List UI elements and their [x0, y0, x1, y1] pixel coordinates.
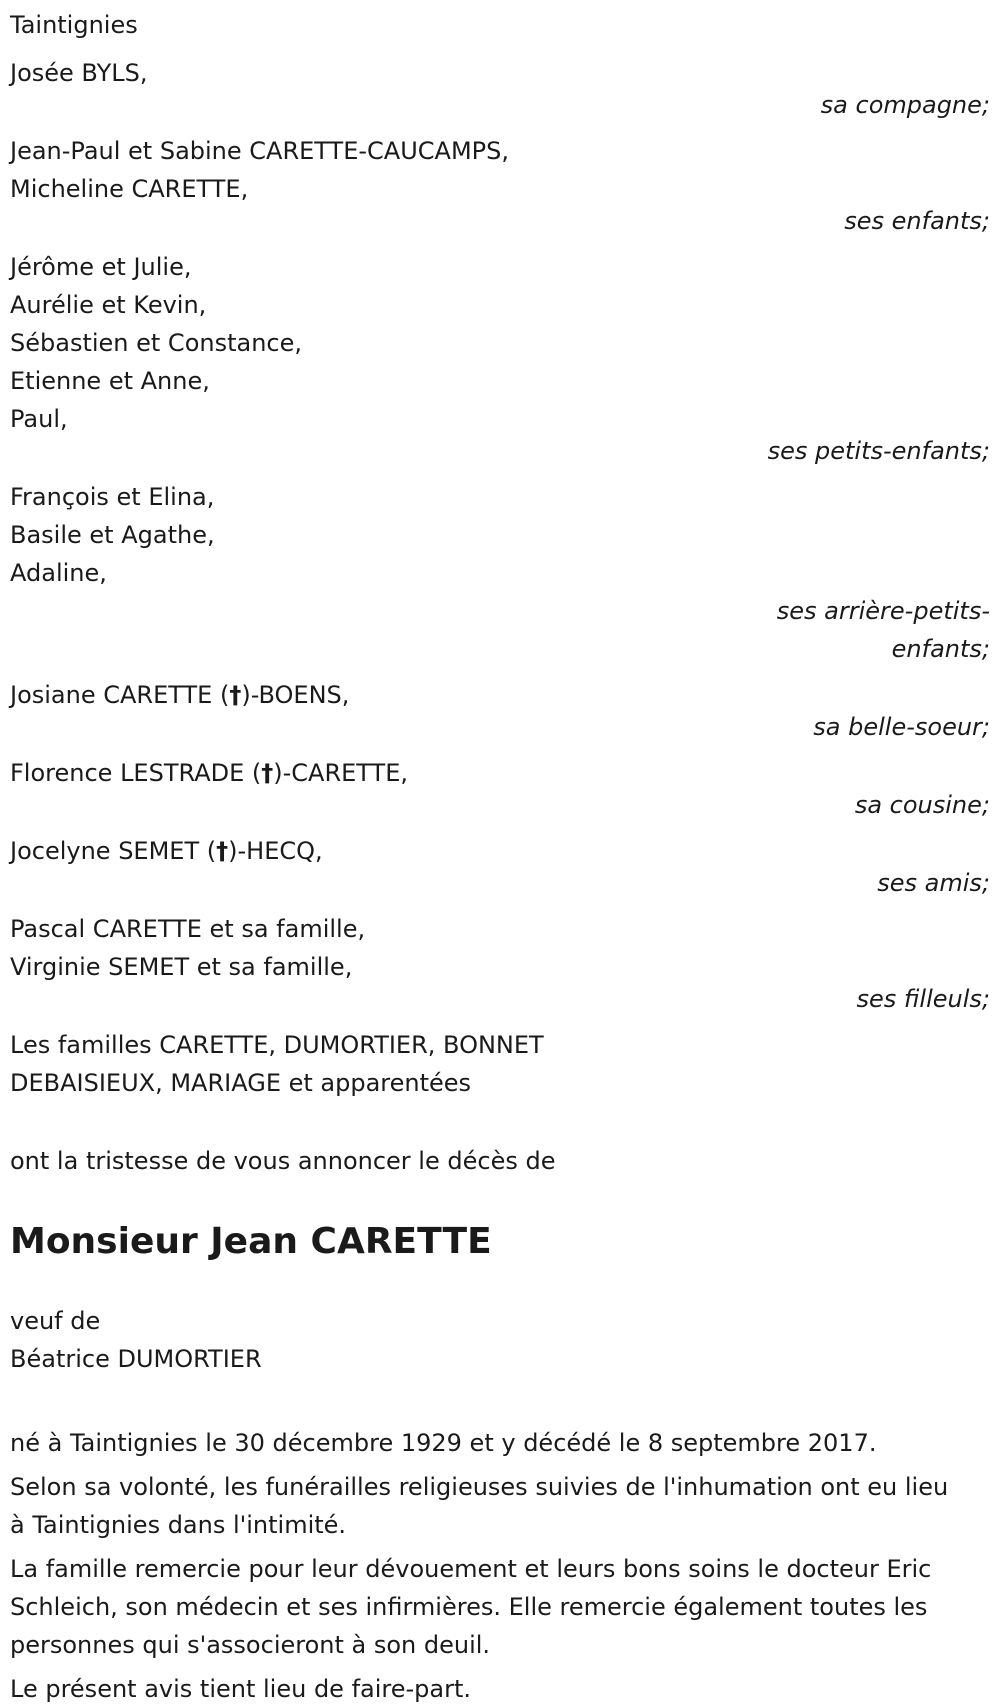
mourner-name: Basile et Agathe,: [10, 521, 215, 549]
mourner-name: Virginie SEMET et sa famille,: [10, 953, 353, 981]
mourner-name: Josée BYLS,: [10, 59, 148, 87]
cross-icon: †: [216, 837, 229, 865]
birth-death-paragraph: né à Taintignies le 30 décembre 1929 et y décédé le 8 septembre 2017.: [10, 1429, 877, 1457]
families-block: [10, 1026, 990, 1102]
spouse-name: Béatrice DUMORTIER: [10, 1345, 262, 1373]
widow-label: veuf de: [10, 1307, 101, 1335]
mourner-group-sister-in-law: [10, 676, 990, 746]
mourner-group-godchildren: [10, 910, 990, 1018]
relation-label: ses petits-enfants;: [767, 437, 990, 465]
mourner-group-children: [10, 132, 990, 240]
name-part: )-CARETTE,: [273, 759, 408, 787]
mourner-name: Jean-Paul et Sabine CARETTE-CAUCAMPS,: [10, 137, 509, 165]
mourner-group-grandchildren: [10, 248, 990, 470]
mourner-name: Aurélie et Kevin,: [10, 291, 207, 319]
name-part: )-HECQ,: [228, 837, 323, 865]
name-part: Jocelyne SEMET (: [10, 837, 217, 865]
cross-icon: †: [229, 681, 242, 709]
mourner-name: Pascal CARETTE et sa famille,: [10, 915, 366, 943]
relation-label: sa compagne;: [820, 91, 990, 119]
mourner-group-companion: [10, 54, 990, 124]
notice-paragraph: Le présent avis tient lieu de faire-part.: [10, 1675, 472, 1703]
cross-icon: †: [261, 759, 274, 787]
mourner-name: Jérôme et Julie,: [10, 253, 192, 281]
funeral-paragraph: Selon sa volonté, les funérailles religieuses suivies de l'inhumation ont eu lieu à Taintignies dans l'intimité.: [10, 1473, 949, 1539]
families-line: DEBAISIEUX, MARIAGE et apparentées: [10, 1069, 472, 1097]
relation-label: ses filleuls;: [856, 985, 990, 1013]
mourner-name: François et Elina,: [10, 483, 215, 511]
relation-label: enfants;: [891, 635, 990, 663]
relation-label: sa cousine;: [854, 791, 990, 819]
mourner-group-cousin: [10, 754, 990, 824]
name-part: Josiane CARETTE (: [10, 681, 230, 709]
families-line: Les familles CARETTE, DUMORTIER, BONNET: [10, 1031, 544, 1059]
thanks-paragraph: La famille remercie pour leur dévouement et leurs bons soins le docteur Eric Schleich, son médecin et ses infirmières. Elle remercie également toutes les personnes qui s'associeront à son deuil.: [10, 1555, 932, 1659]
relation-label: ses enfants;: [844, 207, 990, 235]
widow-of-block: [10, 1302, 990, 1378]
mourner-group-great-grandchildren: [10, 478, 990, 668]
mourner-group-friends: [10, 832, 990, 902]
mourner-name: Adaline,: [10, 559, 107, 587]
place-name: Taintignies: [10, 11, 138, 39]
mourner-name: Etienne et Anne,: [10, 367, 210, 395]
relation-label: sa belle-soeur;: [813, 713, 990, 741]
announcement-text: ont la tristesse de vous annoncer le décès de: [10, 1147, 556, 1175]
mourner-name: Paul,: [10, 405, 68, 433]
mourner-name: Sébastien et Constance,: [10, 329, 303, 357]
relation-label: ses amis;: [877, 869, 990, 897]
relation-label: ses arrière-petits-: [776, 597, 990, 625]
name-part: )-BOENS,: [241, 681, 350, 709]
name-part: Florence LESTRADE (: [10, 759, 262, 787]
deceased-name: Monsieur Jean CARETTE: [10, 1221, 492, 1262]
mourner-name: Micheline CARETTE,: [10, 175, 249, 203]
